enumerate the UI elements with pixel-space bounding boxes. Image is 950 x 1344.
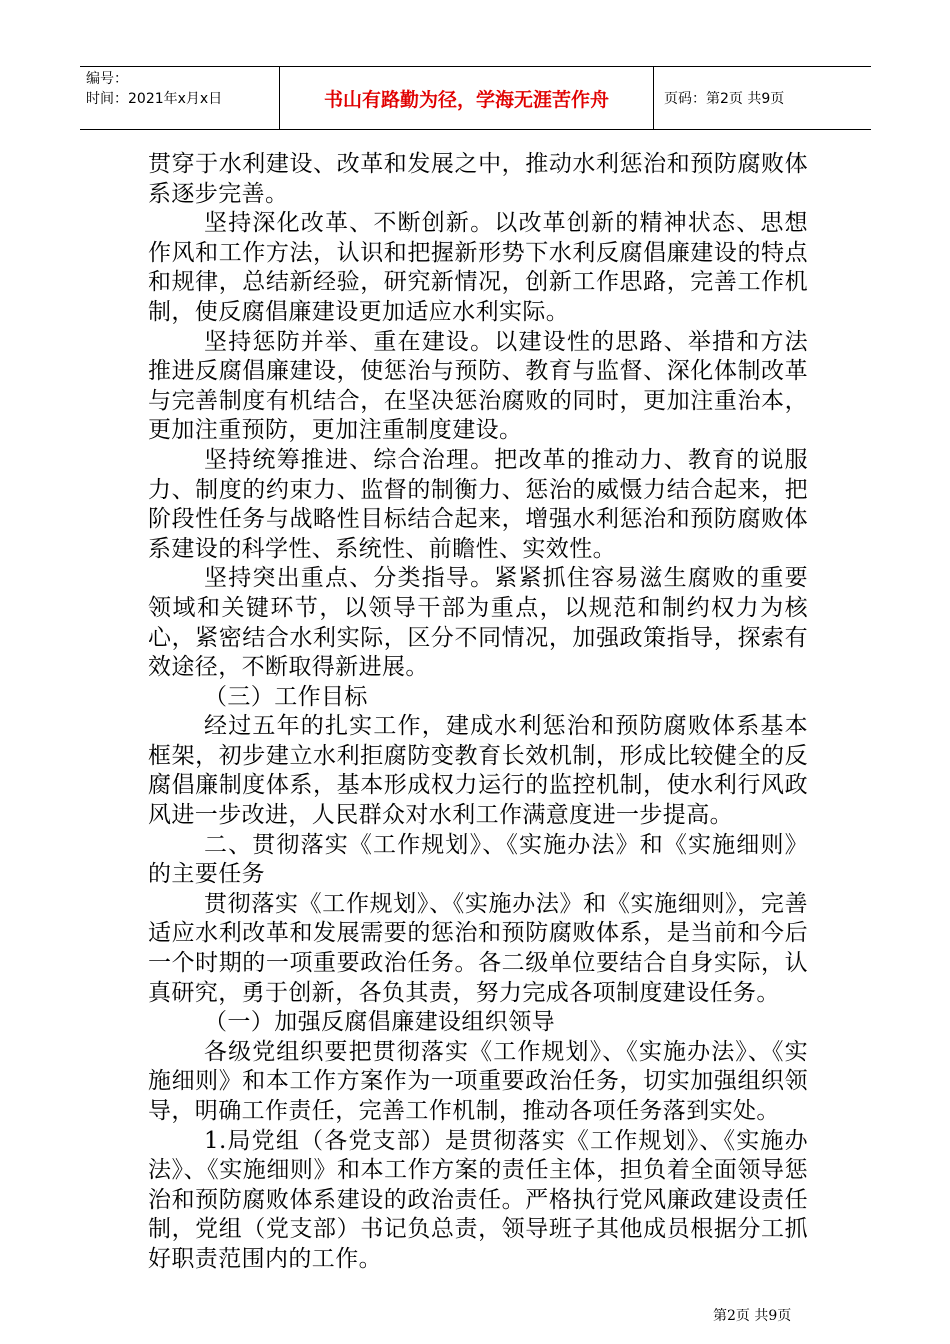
document-body xyxy=(148,150,808,1275)
paragraph: 贯穿于水利建设、改革和发展之中，推动水利惩治和预防腐败体系逐步完善。 xyxy=(148,151,808,207)
paragraph: 经过五年的扎实工作，建成水利惩治和预防腐败体系基本框架，初步建立水利拒腐防变教育长效机制，形成比较健全的反腐倡廉制度体系，基本形成权力运行的监控机制，使水利行风政风进一步改进，人民群众对水利工作满意度进一步提高。 xyxy=(148,713,808,829)
footer-page-number: 第2页 共9页 xyxy=(713,1308,792,1324)
paragraph: 各级党组织要把贯彻落实《工作规划》、《实施办法》、《实施细则》和本工作方案作为一项重要政治任务，切实加强组织领导，明确工作责任，完善工作机制，推动各项任务落到实处。 xyxy=(148,1038,808,1124)
paragraph: 坚持惩防并举、重在建设。以建设性的思路、举措和方法推进反腐倡廉建设，使惩治与预防、教育与监督、深化体制改革与完善制度有机结合，在坚决惩治腐败的同时，更加注重治本，更加注重预防，更加注重制度建设。 xyxy=(148,328,808,444)
paragraph: 坚持深化改革、不断创新。以改革创新的精神状态、思想作风和工作方法，认识和把握新形势下水利反腐倡廉建设的特点和规律，总结新经验，研究新情况，创新工作思路，完善工作机制，使反腐倡廉建设更加适应水利实际。 xyxy=(148,210,808,325)
paragraph: （一）加强反腐倡廉建设组织领导 xyxy=(204,1009,555,1036)
document-time-label: 时间：2021年x月x日 xyxy=(86,91,223,107)
header-page-label: 页码：第2页 共9页 xyxy=(664,91,785,107)
header-motto: 书山有路勤为径，学海无涯苦作舟 xyxy=(280,67,654,129)
header-meta xyxy=(80,67,280,129)
page-header xyxy=(80,66,871,130)
paragraph: （三）工作目标 xyxy=(204,683,368,710)
paragraph: 二、贯彻落实《工作规划》、《实施办法》和《实施细则》的主要任务 xyxy=(148,831,808,888)
document-number-label: 编号： xyxy=(86,71,128,87)
paragraph: 坚持统筹推进、综合治理。把改革的推动力、教育的说服力、制度的约束力、监督的制衡力、惩治的威慑力结合起来，把阶段性任务与战略性目标结合起来，增强水利惩治和预防腐败体系建设的科学性、系统性、前瞻性、实效性。 xyxy=(148,446,808,562)
paragraph: 坚持突出重点、分类指导。紧紧抓住容易滋生腐败的重要领域和关键环节，以领导干部为重点，以规范和制约权力为核心，紧密结合水利实际，区分不同情况，加强政策指导，探索有效途径，不断取得新进展。 xyxy=(148,565,808,681)
paragraph: 贯彻落实《工作规划》、《实施办法》和《实施细则》，完善适应水利改革和发展需要的惩治和预防腐败体系，是当前和今后一个时期的一项重要政治任务。各二级单位要结合自身实际，认真研究，勇于创新，各负其责，努力完成各项制度建设任务。 xyxy=(148,890,808,1006)
paragraph: 1.局党组（各党支部）是贯彻落实《工作规划》、《实施办法》、《实施细则》和本工作方案的责任主体，担负着全面领导惩治和预防腐败体系建设的政治责任。严格执行党风廉政建设责任制，党组（党支部）书记负总责，领导班子其他成员根据分工抓好职责范围内的工作。 xyxy=(148,1127,808,1272)
